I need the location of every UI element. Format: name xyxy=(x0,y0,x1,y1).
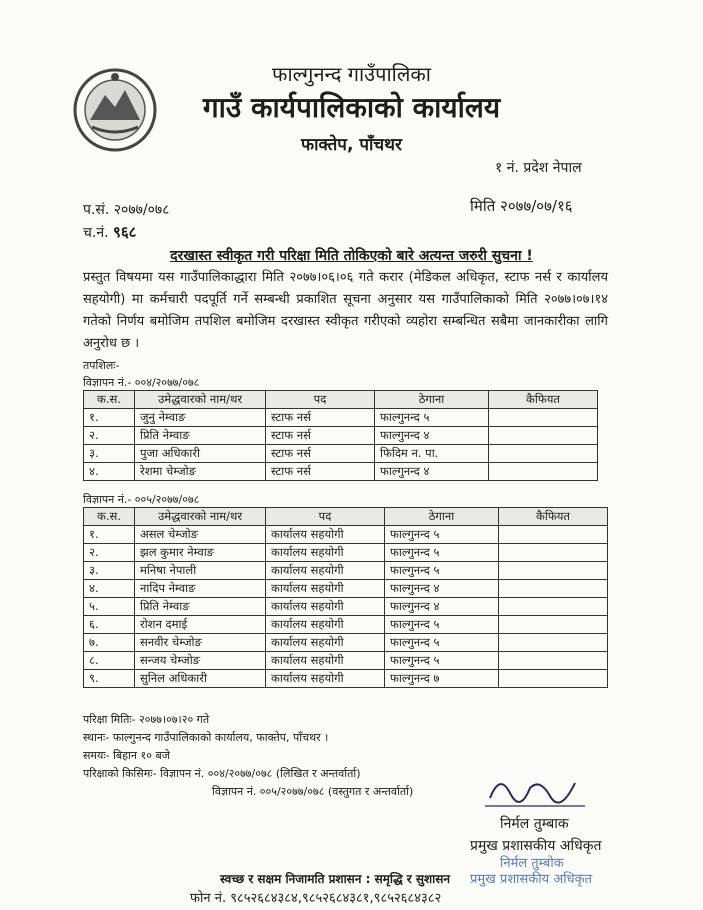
signatory-name: निर्मल तुम्बाक xyxy=(500,816,569,832)
letter-date: मिति २०७७/०७/१६ xyxy=(470,197,573,215)
cell-remarks xyxy=(489,409,598,427)
cell-address: फाल्गुनन्द ४ xyxy=(385,580,499,598)
table-row xyxy=(84,409,598,427)
cell-name: प्रिति नेम्वाङ xyxy=(135,427,266,445)
cell-name: असल चेम्जोङ xyxy=(135,526,266,544)
exam-type-2: विज्ञापन नं. ००५/२०७७/०७८ (वस्तुगत र अन्तर्वार्ता) xyxy=(212,785,414,798)
cell-sn: २. xyxy=(84,427,135,445)
cha-na xyxy=(83,222,136,242)
cell-sn: ५. xyxy=(84,598,135,616)
body-paragraph: प्रस्तुत विषयमा यस गाउँपालिकाद्धारा मिति २०७७।०६।०६ गते करार (मेडिकल अधिकृत, स्टाफ नर्स र कार्यालय सहयोगी) मा कर्मचारी पदपूर्ति गर्ने सम्बन्धी प्रकाशित सूचना अनुसार यस गाउँपालिकाको मिति २०७७।०७।१४ गतेको निर्णय बमोजिम तपशिल बमोजिम दरखास्त स्वीकृत गरीएको व्यहोरा सम्बन्धित सबैमा जानकारीका लागि अनुरोध छ । xyxy=(83,270,608,351)
cell-name: नादिप नेम्वाङ xyxy=(135,580,266,598)
table-row xyxy=(84,544,608,562)
cell-sn: ३. xyxy=(84,445,135,463)
cell-name: सन्जय चेम्जोङ xyxy=(135,652,266,670)
col-address: ठेगाना xyxy=(375,391,489,409)
cell-address: फाल्गुनन्द ५ xyxy=(385,562,499,580)
cell-remarks xyxy=(499,562,608,580)
office-name: गाउँ कार्यपालिकाको कार्यालय xyxy=(202,91,501,124)
cell-address: फाल्गुनन्द ५ xyxy=(385,634,499,652)
col-remarks: कैफियत xyxy=(489,391,598,409)
cell-sn: १. xyxy=(84,526,135,544)
cell-sn: ८. xyxy=(84,652,135,670)
cell-post: कार्यालय सहयोगी xyxy=(266,544,385,562)
tapasil-label: तपशिलः- xyxy=(83,359,120,372)
signature xyxy=(480,768,590,817)
cell-name: पुजा अधिकारी xyxy=(135,445,266,463)
col-address: ठेगाना xyxy=(385,508,499,526)
table-row xyxy=(84,445,598,463)
cell-name: सुनिल अधिकारी xyxy=(135,670,266,688)
cell-sn: ९. xyxy=(84,670,135,688)
cell-name: झल कुमार नेम्वाङ xyxy=(135,544,266,562)
signatory-title: प्रमुख प्रशासकीय अधिकृत xyxy=(470,838,602,854)
cell-sn: ४. xyxy=(84,580,135,598)
cell-name: रोशन दमाई xyxy=(135,616,266,634)
cell-remarks xyxy=(499,652,608,670)
table-1 xyxy=(83,390,598,481)
cell-address: फाल्गुनन्द ७ xyxy=(385,670,499,688)
stamp-title: प्रमुख प्रशासकीय अधिकृत xyxy=(470,872,593,887)
cell-remarks xyxy=(499,544,608,562)
table-row xyxy=(84,634,608,652)
cell-address: फाल्गुनन्द ५ xyxy=(385,652,499,670)
cell-remarks xyxy=(489,463,598,481)
table-row xyxy=(84,526,608,544)
cell-sn: ४. xyxy=(84,463,135,481)
table2-caption: विज्ञापन नं.- ००५/२०७७/०७८ xyxy=(83,493,200,506)
office-place: फाक्तेप, पाँचथर xyxy=(300,135,402,155)
table-row xyxy=(84,463,598,481)
cell-post: कार्यालय सहयोगी xyxy=(266,562,385,580)
col-post: पद xyxy=(266,391,375,409)
exam-venue: स्थानः- फाल्गुनन्द गाउँपालिकाको कार्यालय, फाक्तेप, पाँचथर । xyxy=(83,731,329,744)
official-stamp xyxy=(470,856,640,888)
municipality-name: फाल्गुनन्द गाउँपालिका xyxy=(272,62,431,86)
cell-sn: ७. xyxy=(84,634,135,652)
exam-date: परिक्षा मितिः- २०७७।०७।२० गते xyxy=(83,713,210,726)
cell-name: प्रिति नेम्वाङ xyxy=(135,598,266,616)
table-row xyxy=(84,562,608,580)
cell-remarks xyxy=(489,427,598,445)
cell-address: फाल्गुनन्द ५ xyxy=(385,526,499,544)
cell-post: कार्यालय सहयोगी xyxy=(266,526,385,544)
cell-post: कार्यालय सहयोगी xyxy=(266,670,385,688)
cell-remarks xyxy=(499,670,608,688)
exam-type-1: परिक्षाको किसिमः- विज्ञापन नं. ००४/२०७७/०७८ (लिखित र अन्तर्वार्ता) xyxy=(83,767,361,780)
table-header-row xyxy=(84,391,598,409)
cell-address: फाल्गुनन्द ४ xyxy=(375,463,489,481)
cha-na-label: च.नं. xyxy=(83,225,109,241)
cell-address: फाल्गुनन्द ४ xyxy=(375,427,489,445)
cell-name: मनिषा नेपाली xyxy=(135,562,266,580)
cell-post: कार्यालय सहयोगी xyxy=(266,634,385,652)
table1-caption: विज्ञापन नं.- ००४/२०७७/०७८ xyxy=(83,376,200,389)
cell-sn: ३. xyxy=(84,562,135,580)
cell-post: कार्यालय सहयोगी xyxy=(266,598,385,616)
table-header-row xyxy=(84,508,608,526)
cell-post: कार्यालय सहयोगी xyxy=(266,652,385,670)
cell-remarks xyxy=(499,598,608,616)
cell-post: स्टाफ नर्स xyxy=(266,463,375,481)
cell-post: कार्यालय सहयोगी xyxy=(266,616,385,634)
cell-name: जुनु नेम्वाङ xyxy=(135,409,266,427)
table-row xyxy=(84,652,608,670)
cell-address: फिदिम न. पा. xyxy=(375,445,489,463)
subject-line: दरखास्त स्वीकृत गरी परिक्षा मिति तोकिएको बारे अत्यन्त जरुरी सुचना ! xyxy=(170,248,533,264)
cell-address: फाल्गुनन्द ५ xyxy=(385,616,499,634)
table-row xyxy=(84,580,608,598)
cell-sn: २. xyxy=(84,544,135,562)
cell-remarks xyxy=(499,634,608,652)
table-row xyxy=(84,598,608,616)
cell-post: स्टाफ नर्स xyxy=(266,427,375,445)
cell-address: फाल्गुनन्द ५ xyxy=(385,544,499,562)
col-name: उमेद्धवारको नाम/थर xyxy=(135,508,266,526)
cell-post: कार्यालय सहयोगी xyxy=(266,580,385,598)
cell-sn: १. xyxy=(84,409,135,427)
footer-slogan: स्वच्छ र सक्षम निजामति प्रशासन : समृद्धि र सुशासन xyxy=(220,872,451,886)
cha-na-value: ९६८ xyxy=(113,223,137,241)
cell-sn: ६. xyxy=(84,616,135,634)
cell-remarks xyxy=(489,445,598,463)
cell-address: फाल्गुनन्द ४ xyxy=(385,598,499,616)
province: १ नं. प्रदेश नेपाल xyxy=(495,160,582,176)
cell-remarks xyxy=(499,616,608,634)
cell-name: रेशमा चेम्जोङ xyxy=(135,463,266,481)
pa-san: प.सं. २०७७/०७८ xyxy=(83,202,170,218)
table-row xyxy=(84,616,608,634)
col-sn: क.स. xyxy=(84,391,135,409)
cell-address: फाल्गुनन्द ५ xyxy=(375,409,489,427)
table-row xyxy=(84,427,598,445)
cell-name: सनवीर चेम्जोङ xyxy=(135,634,266,652)
col-post: पद xyxy=(266,508,385,526)
table-2 xyxy=(83,507,608,688)
col-sn: क.स. xyxy=(84,508,135,526)
exam-time: समयः- बिहान १० बजे xyxy=(83,749,170,762)
col-name: उमेद्धवारको नाम/थर xyxy=(135,391,266,409)
col-remarks: कैफियत xyxy=(499,508,608,526)
table-row xyxy=(84,670,608,688)
cell-remarks xyxy=(499,526,608,544)
cell-post: स्टाफ नर्स xyxy=(266,409,375,427)
footer-phone: फोन नं. ९८५२६८४३८४,९८५२६८४३८१,९८५२६८४३८२ xyxy=(190,891,442,906)
cell-post: स्टाफ नर्स xyxy=(266,445,375,463)
cell-remarks xyxy=(499,580,608,598)
stamp-name: निर्मल तुम्बोक xyxy=(500,856,564,871)
